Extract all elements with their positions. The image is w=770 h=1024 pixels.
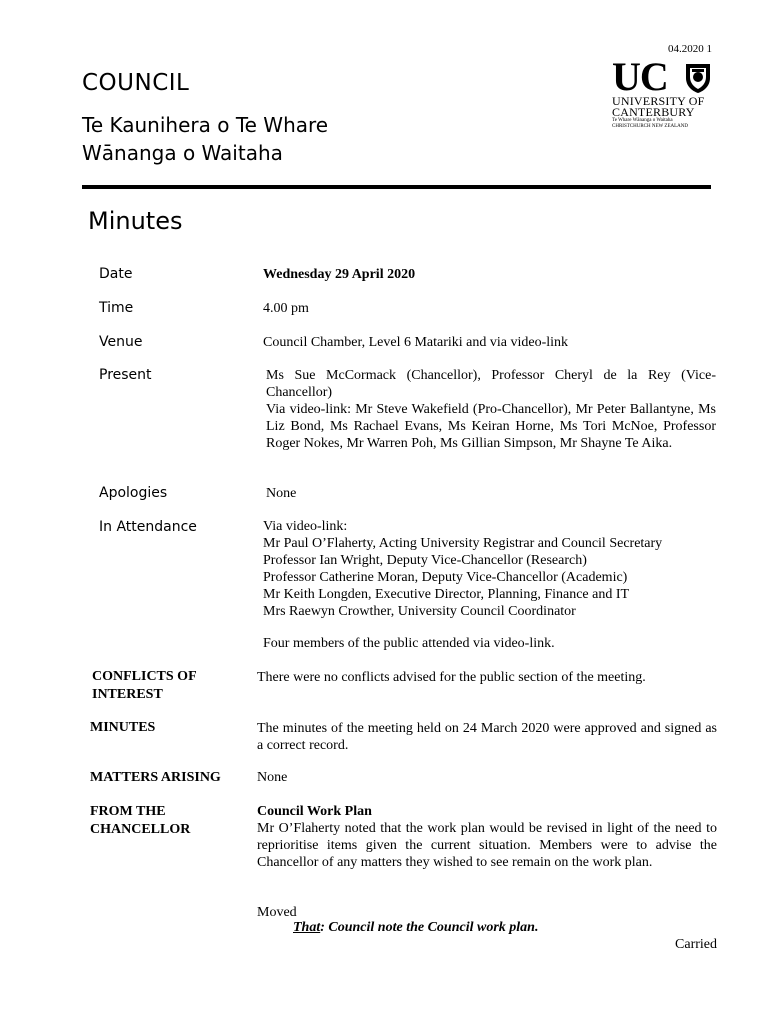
maori-title-line-2: Wānanga o Waitaha	[82, 141, 283, 165]
attendance-line: Mr Paul O’Flaherty, Acting University Registrar and Council Secretary	[263, 536, 663, 551]
conflicts-label: CONFLICTS OF INTEREST	[92, 669, 197, 702]
logo-line-maori: Te Whare Wānanga o Waitaha	[612, 118, 673, 123]
attendance-list	[263, 518, 716, 620]
present-video-link: Via video-link: Mr Steve Wakefield (Pro-Chancellor), Mr Peter Ballantyne, Ms Liz Bond, Ms Rachael Evans, Ms Keiran Horne, Ms Tori McNoe, Professor Roger Nokes, Mr Warren Poh, Ms Gillian Simpson, Mr Shayne Te Aika.	[266, 402, 716, 451]
public-attendance-note: Four members of the public attended via video-link.	[263, 636, 555, 651]
date-label: Date	[99, 266, 133, 282]
attendance-line: Mrs Raewyn Crowther, University Council Coordinator	[263, 604, 576, 619]
apologies-value: None	[266, 486, 297, 501]
attendance-label: In Attendance	[99, 519, 197, 535]
date-value: Wednesday 29 April 2020	[263, 267, 416, 282]
minutes-label: MINUTES	[90, 720, 156, 735]
motion-text	[293, 920, 538, 936]
council-title: COUNCIL	[82, 70, 190, 96]
present-in-person: Ms Sue McCormack (Chancellor), Professor Cheryl de la Rey (Vice-Chancellor)	[266, 368, 716, 400]
apologies-label: Apologies	[99, 485, 168, 501]
attendance-line: Mr Keith Longden, Executive Director, Planning, Finance and IT	[263, 587, 630, 602]
conflicts-body: There were no conflicts advised for the public section of the meeting.	[257, 670, 646, 685]
attendance-line: Professor Catherine Moran, Deputy Vice-Chancellor (Academic)	[263, 570, 628, 585]
present-value	[266, 367, 716, 452]
page-heading: Minutes	[88, 207, 183, 235]
venue-value: Council Chamber, Level 6 Matariki and via video-link	[263, 335, 569, 350]
time-value: 4.00 pm	[263, 301, 309, 316]
university-logo	[612, 54, 714, 136]
venue-label: Venue	[99, 334, 143, 350]
present-label: Present	[99, 367, 152, 383]
motion-that: That	[293, 920, 321, 935]
work-plan-body: Mr O’Flaherty noted that the work plan would be revised in light of the need to reprioritise items given the current situation. Members were to advise the Chancellor of any matters they wished to see remain on the work plan.	[257, 821, 717, 870]
moved-label: Moved	[257, 905, 297, 920]
logo-line-canterbury: CANTERBURY	[612, 105, 695, 119]
crest-icon	[684, 62, 712, 94]
work-plan-title: Council Work Plan	[257, 804, 372, 819]
logo-line-location: CHRISTCHURCH NEW ZEALAND	[612, 124, 689, 129]
chancellor-label: FROM THE CHANCELLOR	[90, 804, 191, 837]
page-reference: 04.2020 1	[668, 43, 712, 55]
matters-arising-body: None	[257, 770, 288, 785]
attendance-line: Via video-link:	[263, 519, 348, 534]
carried-label: Carried	[675, 937, 717, 952]
time-label: Time	[99, 300, 134, 316]
matters-arising-label: MATTERS ARISING	[90, 770, 221, 785]
logo-line-university: UNIVERSITY OF	[612, 94, 705, 108]
attendance-line: Professor Ian Wright, Deputy Vice-Chancellor (Research)	[263, 553, 587, 568]
minutes-body: The minutes of the meeting held on 24 March 2020 were approved and signed as a correct record.	[257, 721, 717, 753]
maori-title	[82, 111, 328, 167]
chancellor-section	[257, 803, 717, 871]
logo-mark: UC	[612, 54, 668, 99]
header-divider	[82, 185, 711, 189]
motion-resolution: : Council note the Council work plan.	[320, 920, 539, 935]
maori-title-line-1: Te Kaunihera o Te Whare	[82, 113, 329, 137]
